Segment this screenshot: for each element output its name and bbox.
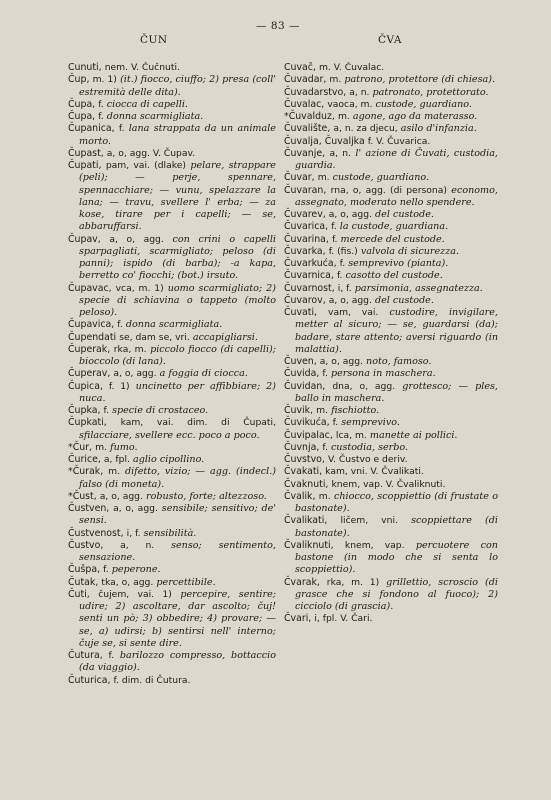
dictionary-entry — [284, 356, 498, 368]
dictionary-entry — [68, 577, 276, 589]
entry-definition: piccolo fiocco (di capelli); bioccolo (di lana). — [79, 343, 276, 367]
entry-headword: Čustven, — [68, 503, 110, 514]
entry-grammar: se, dam se, vri. — [119, 331, 190, 343]
running-header — [0, 20, 551, 46]
entry-headword: Čvalikati, — [284, 515, 328, 527]
entry-grammar: vaoca, m. — [327, 98, 373, 110]
entry-headword: Čuperav, — [68, 368, 111, 380]
entry-grammar: a, o, agg. — [319, 356, 363, 367]
entry-definition: specie di crostaceo. — [112, 405, 209, 416]
header-left-guideword: ČUN — [140, 34, 168, 46]
entry-headword: Čvarak, — [284, 576, 320, 588]
entry-headword: Čustvenost, — [68, 527, 124, 539]
entry-headword: Čuti, — [68, 588, 90, 600]
entry-grammar: f. — [98, 111, 104, 122]
entry-headword: Čuvarica, — [284, 221, 329, 233]
entry-definition: accapigliarsi. — [192, 331, 258, 343]
entry-headword: Čuvipalac, — [284, 429, 333, 441]
dictionary-entry — [284, 74, 498, 86]
entry-headword: *Čur, — [68, 441, 93, 453]
entry-definition: patronato, protettorato. — [372, 86, 489, 98]
entry-definition: fischiotto. — [331, 405, 380, 416]
entry-definition: custodia, serbo. — [330, 441, 409, 453]
entry-grammar: m. — [317, 172, 330, 184]
entry-grammar: f. (fis.) — [328, 245, 358, 257]
entry-definition: scoppiettare (di bastonate). — [295, 515, 498, 539]
entry-headword: Čvalik, — [284, 490, 316, 502]
dictionary-entry — [68, 540, 276, 565]
page-number: — 83 — — [256, 20, 301, 32]
entry-definition: mercede del custode. — [340, 233, 445, 245]
dictionary-entry — [68, 99, 276, 111]
entry-definition: percettibile. — [156, 576, 216, 588]
entry-definition: donna scarmigliata. — [106, 111, 204, 122]
entry-definition: a foggia di ciocca. — [159, 368, 248, 380]
entry-headword: Čupa, — [68, 98, 96, 110]
entry-grammar: f. — [332, 417, 339, 429]
entry-headword: Čupendati — [68, 331, 117, 343]
dictionary-entry — [284, 454, 498, 466]
dictionary-entry — [284, 172, 498, 184]
entry-definition: sfilacciare, svellere ecc. poco a poco. — [79, 429, 260, 441]
entry-grammar: a, n. — [120, 539, 155, 551]
entry-definition: ciocca di capelli. — [106, 98, 188, 110]
entry-headword: Čuvida, — [284, 368, 320, 380]
entry-definition: casotto del custode. — [345, 270, 443, 282]
entry-definition: robusto, forte; altezzoso. — [146, 490, 267, 502]
entry-headword: Čupati, — [68, 160, 102, 171]
dictionary-entry — [68, 344, 276, 369]
entry-grammar: vca, m. 1) — [115, 282, 164, 294]
dictionary-entry — [284, 430, 498, 442]
entry-headword: Čuvar, — [284, 172, 315, 184]
entry-grammar: f. — [336, 270, 343, 282]
dictionary-entry — [284, 136, 498, 148]
entry-grammar: f. — [339, 258, 346, 269]
entry-grammar: a, fpl. — [103, 454, 130, 465]
dictionary-entry — [68, 417, 276, 442]
entry-grammar: f. — [103, 405, 109, 416]
entry-grammar: m. — [318, 490, 331, 502]
entry-grammar: V. Čustvo e deriv. — [327, 454, 408, 465]
entry-grammar: a, o, agg. — [113, 503, 158, 514]
entry-definition: custode, guardiano. — [375, 98, 472, 110]
entry-grammar: f. — [117, 319, 123, 331]
dictionary-entry — [284, 258, 498, 270]
entry-definition: con crini o capelli sparpagliati, scarmigliato; peloso (di panni); ispido (di barba); -a kapa, berretto co' fiocchi; (bot.) irsuto. — [79, 233, 276, 282]
entry-grammar: f. — [331, 233, 338, 245]
dictionary-entry — [284, 381, 498, 406]
entry-definition: chiocco, scoppiettio (di frustate o bastonate). — [295, 490, 498, 514]
entry-headword: Čupast, — [68, 147, 104, 159]
dictionary-entry — [284, 417, 498, 429]
entry-definition: difetto, vizio; — agg. (indecl.) falso (di moneta). — [79, 466, 276, 490]
entry-definition: fumo. — [110, 441, 138, 453]
dictionary-entry — [284, 613, 498, 625]
entry-definition: semprevivo. — [341, 417, 400, 429]
entry-definition: peperone. — [111, 564, 161, 576]
entry-grammar: m. — [329, 74, 342, 86]
dictionary-entry — [284, 577, 498, 614]
dictionary-entry — [284, 283, 498, 295]
dictionary-entry — [284, 99, 498, 111]
entry-grammar: čujem, vai. 1) — [98, 588, 172, 600]
entry-grammar: m. 1) — [92, 74, 117, 86]
entry-headword: Čutak, — [68, 576, 99, 588]
entry-headword: Čuvadar, — [284, 74, 327, 86]
entry-definition: semprevivo (pianta). — [348, 258, 449, 269]
dictionary-entry — [284, 479, 498, 491]
entry-grammar: a, o, agg. — [328, 294, 372, 306]
dictionary-entry — [68, 650, 276, 675]
entry-definition: sensibilità. — [143, 527, 197, 539]
entry-grammar: f. — [118, 123, 125, 135]
entry-headword: Čuvarka, — [284, 245, 326, 257]
entry-headword: Čuvikuća, — [284, 417, 330, 429]
entry-grammar: kam, vai. dim. di Čupati, — [120, 417, 276, 429]
dictionary-entry — [68, 160, 276, 234]
entry-headword: Čuvalja, Čuvaljka — [284, 135, 365, 147]
entry-definition: grottesco; — ples, ballo in maschera. — [295, 380, 498, 404]
dictionary-entry — [68, 111, 276, 123]
entry-headword: Čvaliknuti, — [284, 539, 334, 551]
header-right-guideword: ČVA — [378, 34, 402, 46]
entry-grammar: rka, m. — [113, 343, 147, 355]
entry-headword: Čvari, — [284, 613, 312, 625]
entry-definition: noto, famoso. — [366, 356, 432, 367]
entry-grammar: rna, o, agg. (di persona) — [330, 184, 447, 196]
dictionary-entry — [284, 62, 498, 74]
entry-headword: Čušpa, — [68, 564, 101, 576]
dictionary-entry — [68, 123, 276, 148]
dictionary-entry — [68, 283, 276, 320]
entry-headword: Čuvarnost, — [284, 282, 335, 294]
entry-grammar: i, f. — [126, 527, 141, 539]
entry-definition: percuotere con bastone (in modo che si senta lo scoppiettio). — [295, 539, 498, 576]
dictionary-entry — [68, 442, 276, 454]
dictionary-entry — [284, 87, 498, 99]
entry-headword: Čuvati, — [284, 307, 318, 318]
dictionary-entry — [68, 454, 276, 466]
entry-headword: Čuvanje, — [284, 147, 326, 159]
entry-headword: Čuvarkuća, — [284, 258, 337, 269]
entry-grammar: f. — [103, 564, 109, 576]
entry-definition: del custode. — [374, 294, 434, 306]
entry-grammar: f. — [98, 98, 104, 110]
entry-grammar: a, o, agg. — [328, 209, 372, 220]
right-column — [284, 62, 498, 782]
entry-headword: Čuvstvo, — [284, 454, 325, 465]
entry-definition: uomo scarmigliato; 2) specie di schiavina o tappeto (molto peloso). — [79, 282, 276, 318]
dictionary-entry — [284, 442, 498, 454]
entry-definition: custode, guardiano. — [332, 172, 430, 184]
entry-headword: Čunuti, — [68, 62, 102, 73]
entry-definition: del custode. — [375, 209, 434, 220]
entry-grammar: kam, vni. V. Čvalikati. — [325, 466, 424, 478]
dictionary-entry — [68, 74, 276, 99]
entry-grammar: m. — [95, 441, 107, 453]
dictionary-entry — [284, 123, 498, 135]
entry-headword: Čuvarina, — [284, 233, 329, 245]
dictionary-entry — [284, 111, 498, 123]
entry-headword: Čuvalište, — [284, 123, 331, 135]
entry-definition: grillettio, scroscio (di grasce che si fondono al fuoco); 2) cicciolo (di grascia). — [295, 576, 498, 612]
dictionary-entry — [68, 332, 276, 344]
entry-headword: Čuvarev, — [284, 209, 326, 220]
dictionary-entry — [284, 270, 498, 282]
entry-grammar: a, n. — [329, 147, 351, 159]
entry-headword: Čuturica, — [68, 674, 111, 686]
entry-grammar: f. — [322, 441, 328, 453]
entry-definition: persona in maschera. — [330, 368, 436, 380]
entry-headword: Čupav, — [68, 233, 101, 245]
entry-grammar: i, fpl. V. Čari. — [314, 613, 373, 625]
dictionary-entry — [284, 295, 498, 307]
entry-headword: Čupa, — [68, 111, 96, 122]
entry-definition: parsimonia, assegnatezza. — [354, 282, 483, 294]
entry-headword: Čvakati, — [284, 466, 323, 478]
dictionary-entry — [68, 234, 276, 283]
entry-definition: valvola di sicurezza. — [360, 245, 460, 257]
entry-headword: Čvaknuti, — [284, 478, 329, 490]
entry-definition: aglio cipollino. — [133, 454, 205, 465]
entry-definition: senso; sentimento, sensazione. — [79, 539, 276, 563]
entry-grammar: lca, m. — [335, 429, 367, 441]
entry-grammar: f. — [322, 368, 328, 380]
dictionary-entry — [68, 589, 276, 650]
entry-definition: la custode, guardiana. — [339, 221, 449, 233]
entry-grammar: m. V. Čuvalac. — [318, 62, 385, 73]
dictionary-entry — [284, 466, 498, 478]
dictionary-entry — [68, 62, 276, 74]
dictionary-entry — [68, 675, 276, 687]
entry-grammar: knem, vap. — [344, 539, 405, 551]
dictionary-entry — [284, 148, 498, 173]
entry-grammar: tka, o, agg. — [101, 576, 154, 588]
entry-grammar: a, o, agg. — [99, 490, 143, 502]
entry-headword: Čuvalac, — [284, 98, 325, 110]
entry-headword: Čupavac, — [68, 282, 112, 294]
entry-grammar: m. — [337, 111, 350, 122]
entry-grammar: a, o, agg. V. Čupav. — [106, 147, 196, 159]
entry-grammar: f. — [331, 221, 337, 233]
dictionary-entry — [68, 503, 276, 528]
entry-headword: Čup, — [68, 74, 90, 86]
entry-headword: Čupavica, — [68, 319, 115, 331]
entry-definition: uncinetto per affibbiare; 2) nuca. — [79, 380, 276, 404]
dictionary-entry — [68, 528, 276, 540]
entry-headword: Čuvač, — [284, 62, 316, 73]
dictionary-entry — [68, 148, 276, 160]
entry-grammar: i, f. — [337, 282, 352, 294]
entry-grammar: m. — [108, 466, 121, 478]
entry-headword: Čupka, — [68, 405, 101, 416]
entry-headword: Čuvarnica, — [284, 270, 334, 282]
dictionary-entry — [284, 209, 498, 221]
dictionary-entry — [68, 405, 276, 417]
entry-definition: pelare, strappare (peli); — perje, spennare, spennacchiare; — vunu, spelazzare la lana; — travu, svellere l' erba; — za kose, tirare per i capelli; — se, abbaruffarsi. — [79, 160, 276, 233]
entry-grammar: nem. V. Čučnuti. — [104, 62, 180, 73]
dictionary-entry — [284, 307, 498, 356]
entry-headword: Čuvadarstvo, — [284, 86, 347, 98]
entry-grammar: m. — [316, 405, 328, 416]
dictionary-entry — [68, 381, 276, 406]
entry-grammar: f. — [108, 650, 115, 661]
dictionary-entry — [284, 221, 498, 233]
entry-definition: custodire, invigilare, metter al sicuro; — se, guardarsi (da); badare, stare attento; aversi riguardo (in malattia). — [295, 307, 498, 355]
dictionary-entry — [284, 515, 498, 540]
entry-headword: Čupkati, — [68, 417, 107, 429]
entry-headword: Čuperak, — [68, 343, 111, 355]
dictionary-entry — [68, 491, 276, 503]
entry-headword: Čuvik, — [284, 405, 314, 416]
dictionary-entry — [68, 564, 276, 576]
dictionary-entry — [284, 234, 498, 246]
entry-headword: Čuvnja, — [284, 441, 320, 453]
entry-grammar: knem, vap. V. Čvaliknuti. — [331, 478, 446, 490]
dictionary-entry — [284, 185, 498, 210]
dictionary-entry — [284, 246, 498, 258]
entry-grammar: rka, m. 1) — [326, 576, 380, 588]
entry-headword: *Čurak, — [68, 466, 104, 478]
dictionary-entry — [284, 540, 498, 577]
dictionary-entry — [68, 319, 276, 331]
left-column — [68, 62, 276, 782]
dictionary-entry — [284, 368, 498, 380]
entry-definition: agone, ago da materasso. — [352, 111, 478, 122]
entry-definition: barilozzo compresso, bottaccio (da viaggio). — [79, 650, 276, 674]
entry-headword: *Čuvalduz, — [284, 111, 335, 122]
entry-grammar: a, o, agg. — [113, 368, 157, 380]
entry-definition: l' azione di Čuvati, custodia, guardia. — [295, 147, 498, 171]
dictionary-entry — [284, 491, 498, 516]
dictionary-entry — [68, 466, 276, 491]
entry-headword: Čurice, — [68, 454, 101, 465]
entry-headword: Čupanica, — [68, 123, 115, 135]
entry-headword: *Čust, — [68, 490, 97, 502]
entry-definition: lana strappata da un animale morto. — [79, 123, 276, 147]
entry-grammar: dna, o, agg. — [332, 380, 396, 392]
entry-grammar: f. dim. di Čutura. — [113, 674, 191, 686]
entry-definition: asilo d'infanzia. — [400, 123, 477, 135]
entry-grammar: a, o, agg. — [109, 233, 164, 245]
entry-grammar: pam, vai. (dlake) — [105, 160, 186, 171]
entry-grammar: f. V. Čuvarica. — [367, 135, 431, 147]
entry-headword: Čuven, — [284, 356, 317, 367]
entry-headword: Čuvarov, — [284, 294, 326, 306]
entry-definition: (it.) fiocco, ciuffo; 2) presa (coll' estremità delle dita). — [79, 74, 276, 98]
entry-headword: Čustvo, — [68, 539, 104, 551]
entry-headword: Čuvidan, — [284, 380, 326, 392]
entry-definition: patrono, protettore (di chiesa). — [344, 74, 496, 86]
dictionary-entry — [68, 368, 276, 380]
entry-headword: Čuvaran, — [284, 184, 327, 196]
entry-grammar: a, n. za djecu, — [333, 123, 398, 135]
entry-grammar: f. 1) — [108, 380, 130, 392]
entry-definition: economo, assegnato, moderato nello spendere. — [295, 184, 498, 208]
dictionary-entry — [284, 405, 498, 417]
entry-headword: Čupica, — [68, 380, 103, 392]
entry-definition: manette ai pollici. — [369, 429, 458, 441]
entry-grammar: a, n. — [349, 86, 370, 98]
entry-headword: Čutura, — [68, 650, 103, 661]
entry-definition: percepire, sentire; udire; 2) ascoltare, dar ascolto; čuj! senti un pò; 3) obbedire; 4) provare; — se, a) udirsi; b) sentirsi nell' interno; čuje se, si sente dire. — [79, 588, 276, 649]
entry-definition: sensibile; sensitivo; de' sensi. — [79, 503, 276, 527]
entry-grammar: vam, vai. — [328, 307, 379, 318]
entry-grammar: ličem, vni. — [340, 515, 398, 527]
entry-definition: donna scarmigliata. — [125, 319, 223, 331]
